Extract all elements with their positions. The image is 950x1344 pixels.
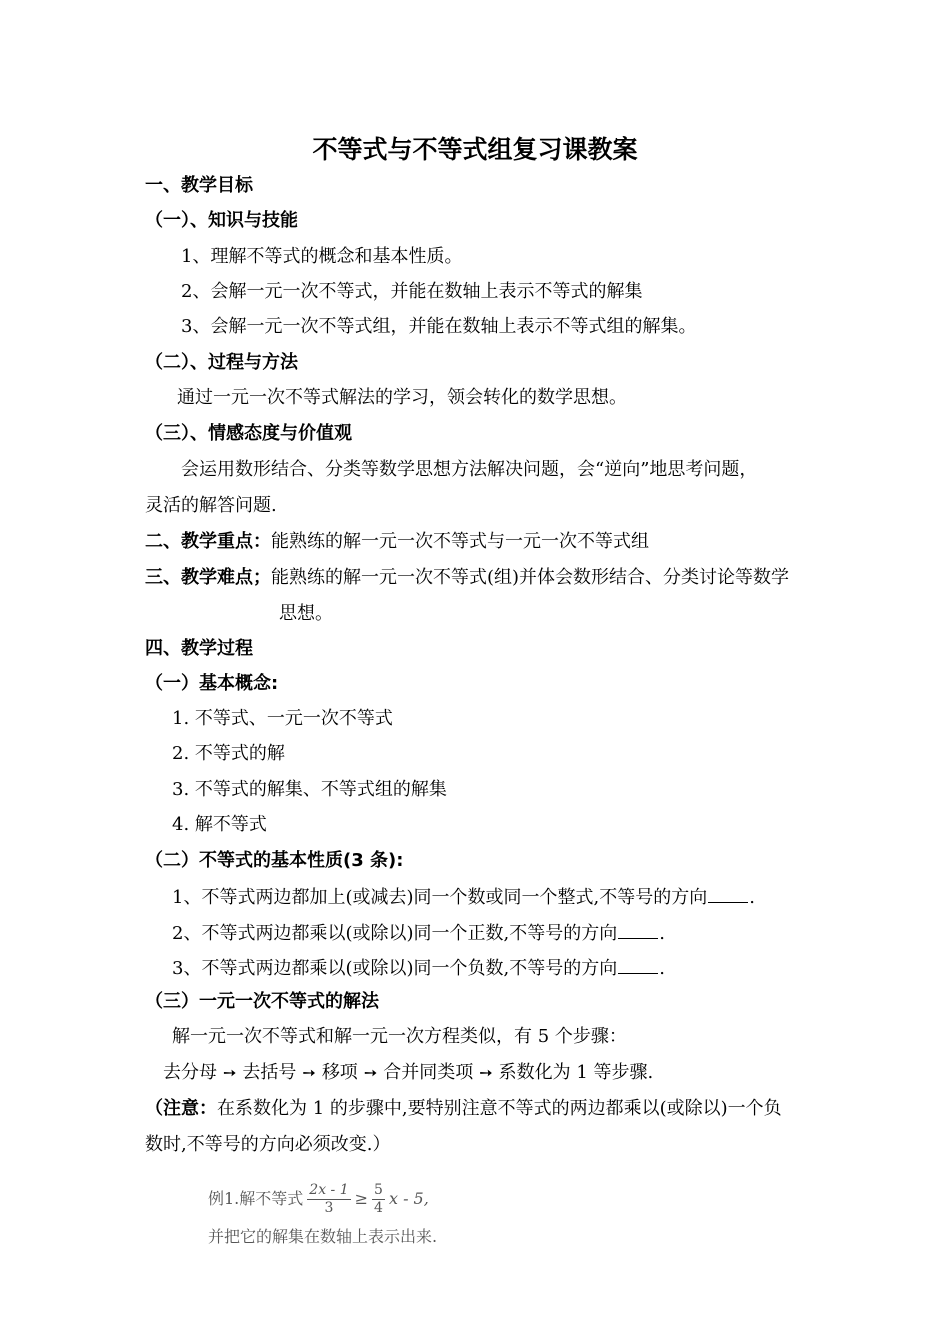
example-prefix: 例1.解不等式 <box>208 1189 304 1208</box>
property-item: 1、不等式两边都加上(或减去)同一个数或同一个整式,不等号的方向 . <box>172 884 755 910</box>
fraction-denominator: 4 <box>374 1200 383 1216</box>
section-4-heading: 四、教学过程 <box>145 638 253 659</box>
example-1-line2: 并把它的解集在数轴上表示出来. <box>208 1227 438 1246</box>
key-point-text: 能熟练的解一元一次不等式与一元一次不等式组 <box>271 531 649 552</box>
step-label: 系数化为 1 等步骤. <box>498 1062 654 1083</box>
arrow-right-icon: ➙ <box>302 1063 316 1082</box>
step-label: 去括号 <box>242 1062 297 1083</box>
fraction-numerator: 5 <box>374 1182 383 1198</box>
concept-item: 1. 不等式、一元一次不等式 <box>172 708 393 729</box>
attitude-text-line1: 会运用数形结合、分类等数学思想方法解决问题，会“逆向”地思考问题， <box>181 459 758 480</box>
answer-blank[interactable] <box>708 884 748 903</box>
process-text: 通过一元一次不等式解法的学习，领会转化的数学思想。 <box>177 387 627 408</box>
goal-item: 3、会解一元一次不等式组，并能在数轴上表示不等式组的解集。 <box>181 316 697 337</box>
step-label: 合并同类项 <box>383 1062 474 1083</box>
difficulty-text: 能熟练的解一元一次不等式(组)并体会数形结合、分类讨论等数学 <box>271 567 790 588</box>
concept-item: 3. 不等式的解集、不等式组的解集 <box>172 779 447 800</box>
concept-item: 4. 解不等式 <box>172 814 267 835</box>
property-item: 3、不等式两边都乘以(或除以)同一个负数,不等号的方向 . <box>172 955 665 981</box>
arrow-right-icon: ➙ <box>479 1063 493 1082</box>
page-title: 不等式与不等式组复习课教案 <box>312 135 638 164</box>
example-tail: x - 5, <box>388 1189 429 1208</box>
step-label: 移项 <box>321 1062 358 1083</box>
answer-blank[interactable] <box>618 955 658 974</box>
note-label: （注意： <box>145 1098 217 1119</box>
solution-method-text: 解一元一次不等式和解一元一次方程类似，有 5 个步骤： <box>172 1026 627 1047</box>
arrow-right-icon: ➙ <box>363 1063 378 1082</box>
property-item: 2、不等式两边都乘以(或除以)同一个正数,不等号的方向 . <box>172 920 665 946</box>
key-point-label: 二、教学重点： <box>145 531 271 552</box>
fraction-numerator: 2x - 1 <box>309 1182 349 1198</box>
subsection-process-heading: （二）、过程与方法 <box>145 352 298 373</box>
fraction-denominator: 3 <box>324 1200 334 1216</box>
basic-concepts-heading: （一）基本概念: <box>145 673 279 694</box>
difficulty-text-line2: 思想。 <box>279 603 333 624</box>
goal-item: 1、理解不等式的概念和基本性质。 <box>181 246 463 267</box>
note-text: 在系数化为 1 的步骤中,要特别注意不等式的两边都乘以(或除以)一个负 <box>217 1098 782 1119</box>
difficulty-line <box>145 566 789 590</box>
steps-flow <box>163 1061 653 1085</box>
relation-symbol: ≥ <box>354 1189 369 1208</box>
arrow-right-icon: ➙ <box>223 1063 237 1082</box>
section-1-heading: 一、教学目标 <box>145 175 253 196</box>
attitude-text-line2: 灵活的解答问题. <box>145 495 277 516</box>
goal-item: 2、会解一元一次不等式，并能在数轴上表示不等式的解集 <box>181 281 643 302</box>
solution-method-heading: （三）一元一次不等式的解法 <box>145 991 379 1012</box>
note-line2: 数时,不等号的方向必须改变.） <box>145 1134 391 1155</box>
answer-blank[interactable] <box>618 920 658 939</box>
properties-heading: （二）不等式的基本性质(3 条): <box>145 850 404 871</box>
example-1 <box>208 1180 429 1218</box>
subsection-attitude-heading: （三）、情感态度与价值观 <box>145 423 352 444</box>
subsection-knowledge-heading: （一）、知识与技能 <box>145 210 298 231</box>
concept-item: 2. 不等式的解 <box>172 743 285 764</box>
key-point-line <box>145 530 649 554</box>
note-line1 <box>145 1097 782 1121</box>
step-label: 去分母 <box>163 1062 217 1083</box>
difficulty-label: 三、教学难点； <box>145 567 271 588</box>
fraction <box>307 1182 350 1217</box>
fraction <box>372 1182 385 1217</box>
